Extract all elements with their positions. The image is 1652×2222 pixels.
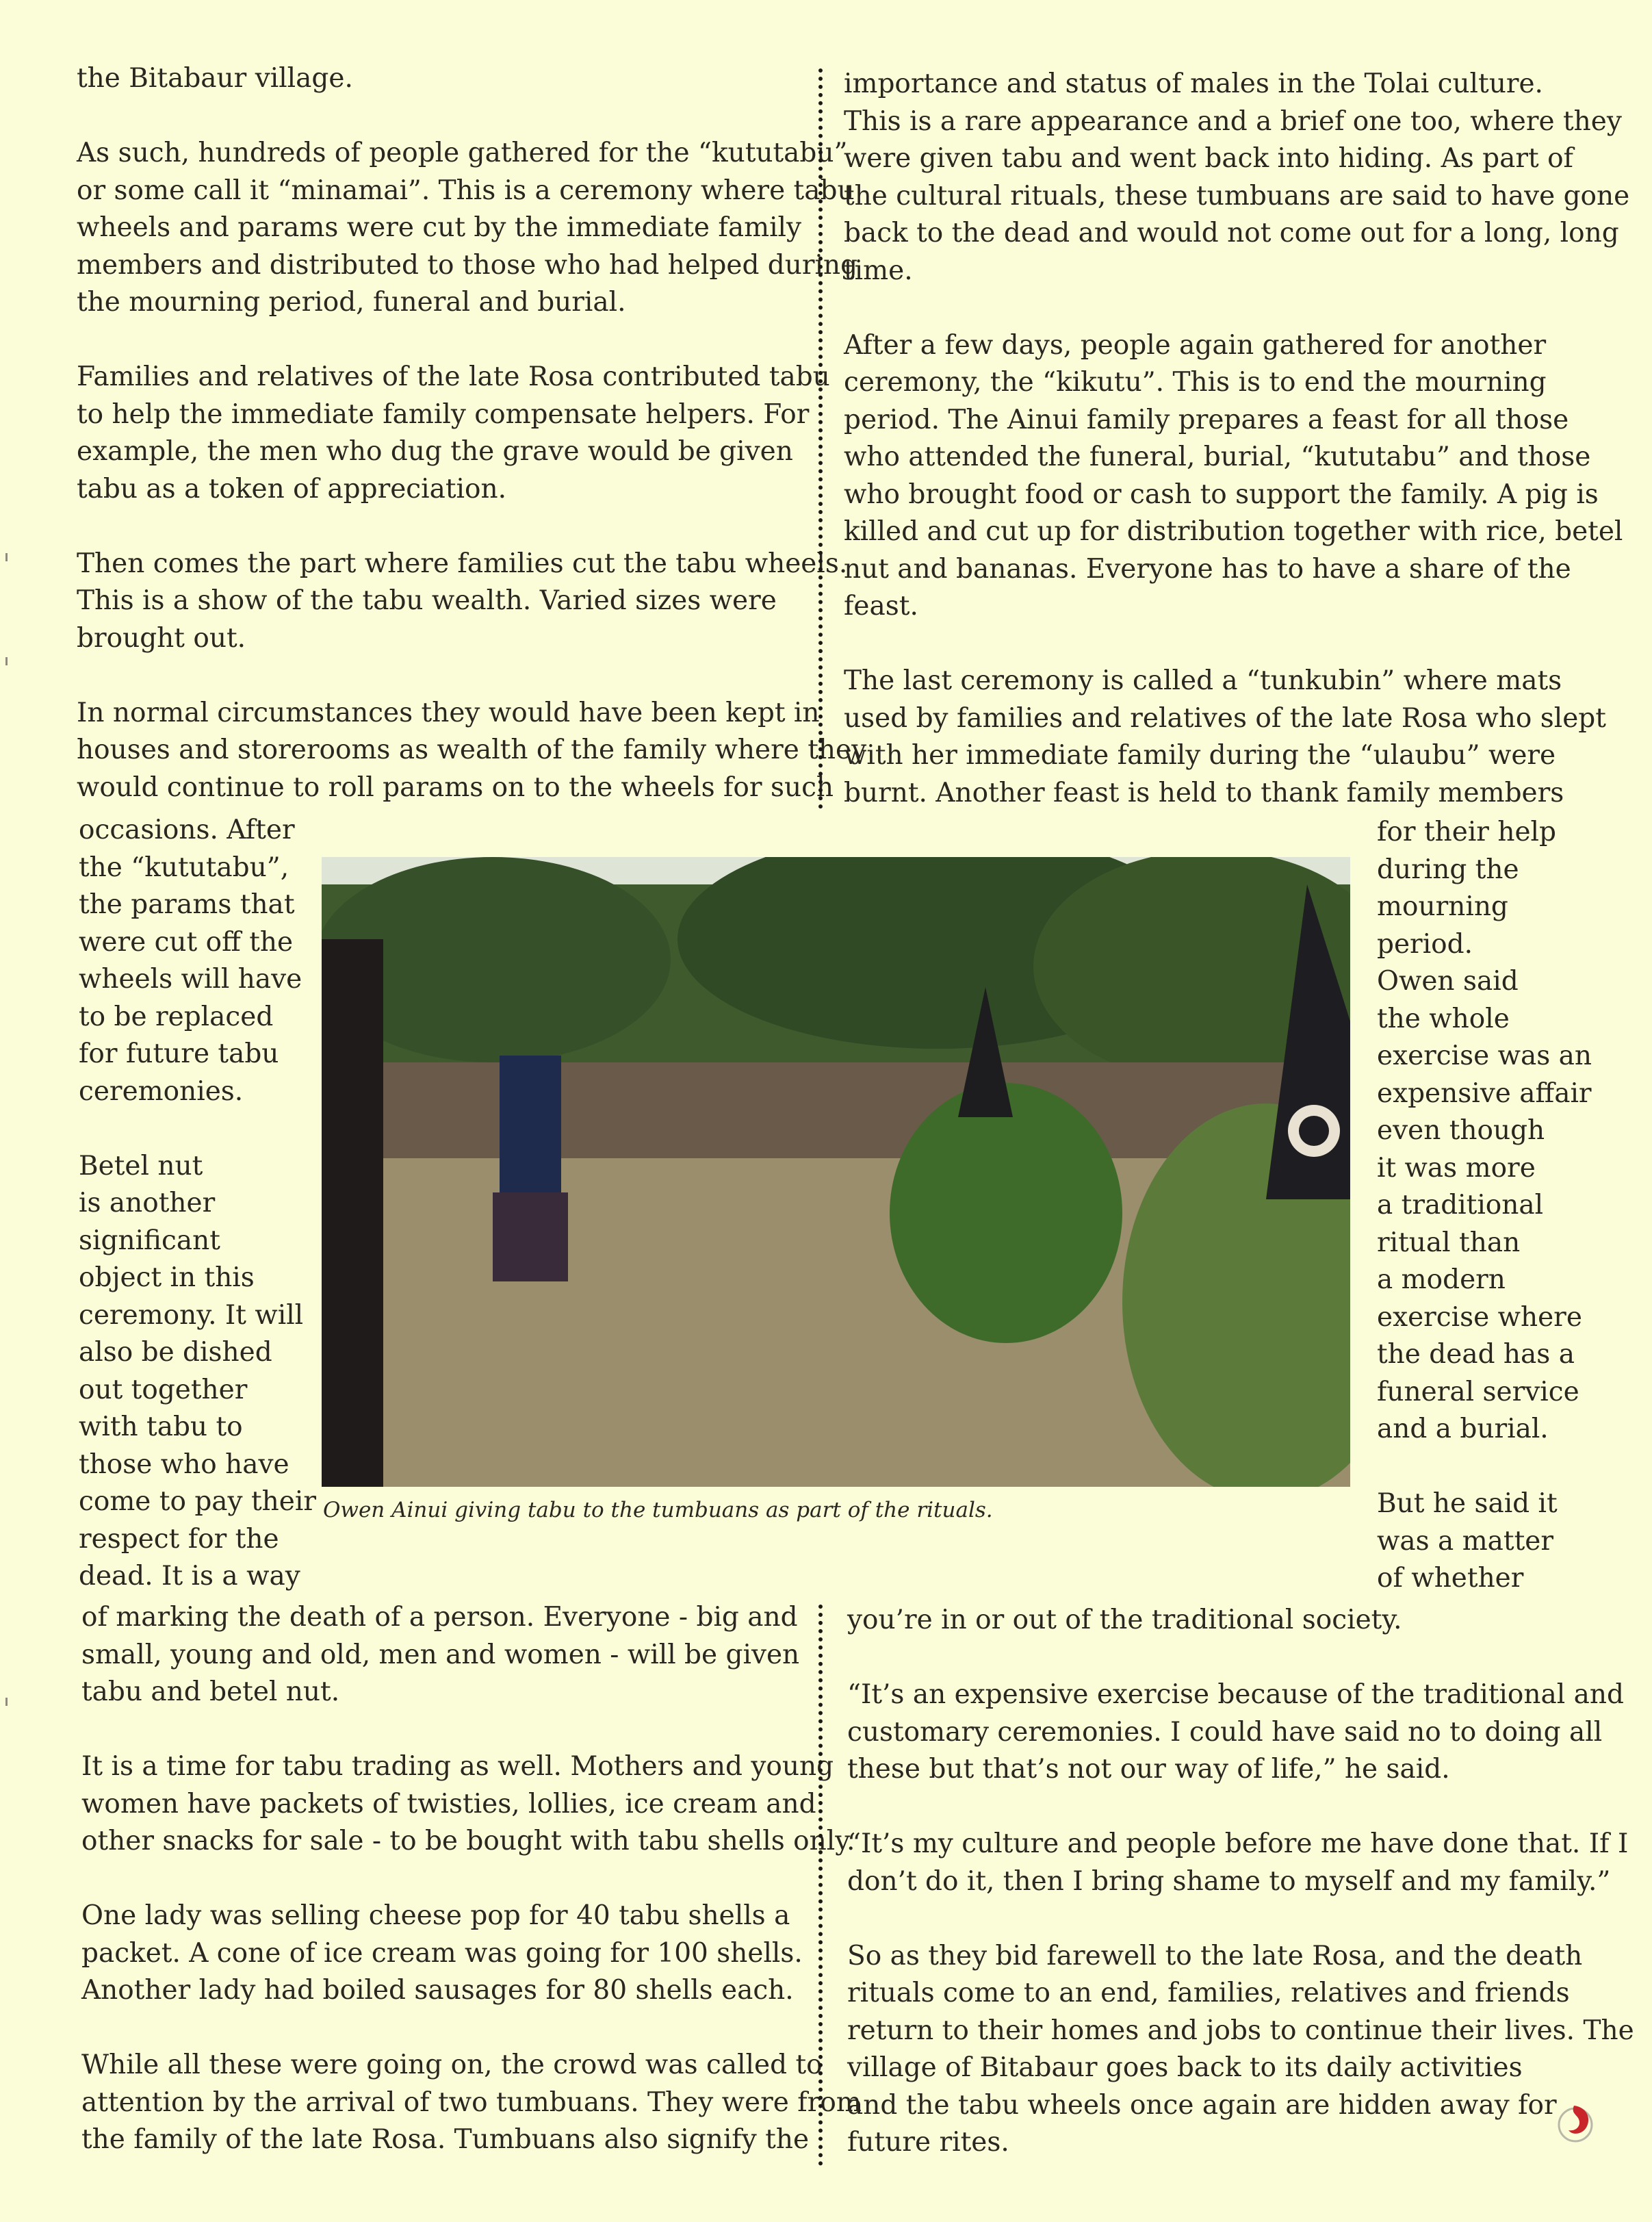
text-line: rituals come to an end, families, relatives and friends xyxy=(847,1978,1570,2008)
text-line: customary ceremonies. I could have said no to doing all xyxy=(847,1716,1603,1748)
text-line: exercise where xyxy=(1377,1301,1582,1333)
paragraph-gap xyxy=(81,1711,862,1749)
scan-mark xyxy=(5,1698,8,1706)
text-line: don’t do it, then I bring shame to myself and my family.” xyxy=(847,1865,1611,1897)
text-line: other snacks for sale - to be bought with tabu shells only. xyxy=(81,1826,855,1856)
paragraph-gap xyxy=(77,508,866,546)
left-column-wrap-text xyxy=(79,812,316,1596)
text-line: was a matter xyxy=(1377,1525,1553,1557)
paragraph-gap xyxy=(81,1861,862,1898)
text-line: to be replaced xyxy=(79,1001,274,1032)
text-line: a modern xyxy=(1377,1264,1506,1295)
paragraph-gap xyxy=(847,1789,1634,1826)
text-line: of marking the death of a person. Everyone - big and xyxy=(81,1602,798,1633)
text-line: burnt. Another feast is held to thank family members xyxy=(844,777,1564,808)
text-line: the dead has a xyxy=(1377,1339,1575,1370)
text-line: of whether xyxy=(1377,1563,1524,1594)
text-line: the params that xyxy=(79,889,295,920)
paragraph-gap xyxy=(1377,1448,1592,1486)
text-line: also be dished xyxy=(79,1337,272,1368)
text-line: feast. xyxy=(844,591,918,622)
text-line: But he said it xyxy=(1377,1488,1558,1519)
paragraph-gap xyxy=(81,2010,862,2047)
text-line: time. xyxy=(844,255,913,286)
text-line: occasions. After xyxy=(79,815,295,845)
text-line: the whole xyxy=(1377,1003,1510,1034)
text-line: used by families and relatives of the late Rosa who slept xyxy=(844,702,1606,734)
text-line: who attended the funeral, burial, “kututabu” and those xyxy=(844,442,1591,472)
text-line: to help the immediate family compensate helpers. For xyxy=(77,398,810,430)
paragraph-gap xyxy=(844,626,1629,663)
text-line: period. xyxy=(1377,928,1473,960)
text-line: ritual than xyxy=(1377,1227,1521,1258)
text-line: these but that’s not our way of life,” he said. xyxy=(847,1754,1450,1785)
text-line: even though xyxy=(1377,1115,1545,1146)
text-line: during the xyxy=(1377,854,1519,885)
text-line: expensive affair xyxy=(1377,1077,1592,1109)
text-line: houses and storerooms as wealth of the family where they xyxy=(77,735,867,765)
text-line: you’re in or out of the traditional society. xyxy=(847,1605,1402,1635)
text-line: funeral service xyxy=(1377,1376,1579,1407)
text-line: were given tabu and went back into hiding. As part of xyxy=(844,143,1573,174)
scan-mark xyxy=(5,553,8,561)
text-line: tabu and betel nut. xyxy=(81,1676,340,1707)
ceremony-photo-illustration xyxy=(322,857,1350,1487)
text-line: members and distributed to those who had helped during xyxy=(77,249,858,281)
text-line: back to the dead and would not come out for a long, long xyxy=(844,218,1619,248)
text-line: One lady was selling cheese pop for 40 tabu shells a xyxy=(81,1900,790,1931)
text-line: Another lady had boiled sausages for 80 shells each. xyxy=(81,1975,794,2006)
text-line: ceremonies. xyxy=(79,1075,244,1107)
text-line: ceremony. It will xyxy=(79,1299,304,1331)
paragraph-gap xyxy=(77,322,866,359)
text-line: While all these were going on, the crowd was called to xyxy=(81,2049,823,2080)
text-line: object in this xyxy=(79,1262,255,1293)
text-line: The last ceremony is called a “tunkubin” where mats xyxy=(844,665,1562,696)
text-line: period. The Ainui family prepares a feast for all those xyxy=(844,404,1569,435)
text-line: and a burial. xyxy=(1377,1414,1549,1444)
text-line: future rites. xyxy=(847,2127,1009,2158)
paragraph-gap xyxy=(847,1639,1634,1677)
text-line: After a few days, people again gathered for another xyxy=(844,329,1547,361)
text-line: attention by the arrival of two tumbuans. They were from xyxy=(81,2086,862,2118)
text-line: Betel nut xyxy=(79,1150,203,1182)
right-column-bottom-text xyxy=(847,1602,1634,2162)
column-divider-bottom xyxy=(818,1605,823,2166)
text-line: “It’s my culture and people before me have done that. If I xyxy=(847,1828,1629,1859)
text-line: return to their homes and jobs to continue their lives. The xyxy=(847,2015,1634,2046)
photo-caption: Owen Ainui giving tabu to the tumbuans as part of the rituals. xyxy=(323,1498,993,1522)
text-line: it was more xyxy=(1377,1152,1536,1184)
text-line: mourning xyxy=(1377,891,1508,922)
text-line: In normal circumstances they would have been kept in xyxy=(77,697,820,728)
text-line: Then comes the part where families cut the tabu wheels. xyxy=(77,548,848,579)
text-line: example, the men who dug the grave would be given xyxy=(77,436,793,467)
text-line: Families and relatives of the late Rosa contributed tabu xyxy=(77,361,830,392)
text-line: who brought food or cash to support the family. A pig is xyxy=(844,478,1599,510)
text-line: brought out. xyxy=(77,622,246,654)
text-line: for future tabu xyxy=(79,1038,279,1069)
text-line: nut and bananas. Everyone has to have a share of the xyxy=(844,553,1571,585)
text-line: village of Bitabaur goes back to its daily activities xyxy=(847,2052,1523,2083)
right-column-wrap-text xyxy=(1377,814,1592,1598)
paragraph-gap xyxy=(847,1900,1634,1938)
text-line: with her immediate family during the “ulaubu” were xyxy=(844,740,1556,771)
text-line: respect for the xyxy=(79,1523,279,1555)
text-line: the family of the late Rosa. Tumbuans also signify the xyxy=(81,2124,810,2155)
text-line: ceremony, the “kikutu”. This is to end the mourning xyxy=(844,367,1547,398)
text-line: exercise was an xyxy=(1377,1040,1592,1071)
text-line: “It’s an expensive exercise because of the traditional and xyxy=(847,1679,1624,1710)
text-line: women have packets of twisties, lollies, ice cream and xyxy=(81,1788,816,1819)
text-line: for their help xyxy=(1377,817,1556,847)
ceremony-photo xyxy=(322,857,1350,1487)
text-line: or some call it “minamai”. This is a ceremony where tabu xyxy=(77,175,855,206)
text-line: those who have xyxy=(79,1448,289,1480)
text-line: packet. A cone of ice cream was going for 100 shells. xyxy=(81,1937,803,1969)
paragraph-gap xyxy=(844,290,1629,327)
text-line: the mourning period, funeral and burial. xyxy=(77,287,626,318)
text-line: and the tabu wheels once again are hidden away for xyxy=(847,2089,1557,2121)
text-line: out together xyxy=(79,1374,248,1405)
text-line: were cut off the xyxy=(79,926,294,958)
text-line: killed and cut up for distribution together with rice, betel xyxy=(844,516,1623,547)
text-line: tabu as a token of appreciation. xyxy=(77,473,507,505)
text-line: is another xyxy=(79,1188,216,1218)
text-line: wheels and params were cut by the immediate family xyxy=(77,212,802,243)
text-line: with tabu to xyxy=(79,1412,243,1442)
text-line: small, young and old, men and women - will be given xyxy=(81,1639,800,1670)
text-line: importance and status of males in the Tolai culture. xyxy=(844,68,1543,99)
text-line: significant xyxy=(79,1225,220,1256)
right-column-top-text xyxy=(844,66,1629,812)
left-column-bottom-text xyxy=(81,1599,862,2159)
text-line: the Bitabaur village. xyxy=(77,63,353,94)
text-line: This is a rare appearance and a brief one too, where they xyxy=(844,105,1622,137)
text-line: dead. It is a way xyxy=(79,1561,300,1592)
left-column-top-text xyxy=(77,60,866,806)
text-line: the “kututabu”, xyxy=(79,852,289,883)
text-line: a traditional xyxy=(1377,1190,1544,1221)
text-line: would continue to roll params on to the wheels for such xyxy=(77,771,834,803)
text-line: come to pay their xyxy=(79,1486,316,1517)
text-line: It is a time for tabu trading as well. Mothers and young xyxy=(81,1751,834,1782)
column-divider-top xyxy=(818,68,823,809)
scan-mark xyxy=(5,657,8,665)
text-line: wheels will have xyxy=(79,964,302,995)
paragraph-gap xyxy=(79,1110,316,1148)
magazine-logo-icon xyxy=(1553,2102,1597,2145)
text-line: Owen said xyxy=(1377,966,1519,997)
paragraph-gap xyxy=(77,98,866,136)
paragraph-gap xyxy=(77,657,866,695)
text-line: So as they bid farewell to the late Rosa, and the death xyxy=(847,1940,1583,1971)
text-line: the cultural rituals, these tumbuans are said to have gone xyxy=(844,180,1630,212)
text-line: As such, hundreds of people gathered for the “kututabu” xyxy=(77,138,848,168)
text-line: This is a show of the tabu wealth. Varied sizes were xyxy=(77,585,777,616)
